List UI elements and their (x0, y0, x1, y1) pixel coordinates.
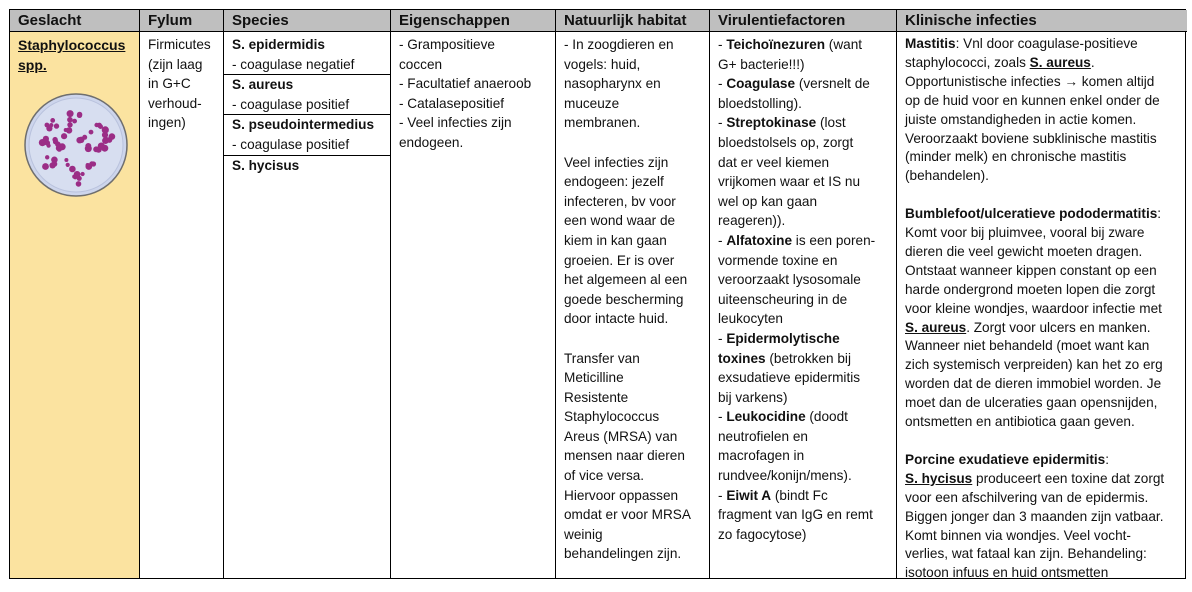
habitat-line: membranen. (564, 115, 641, 131)
clinical-line: isotoon infuus en huid ontsmetten (905, 565, 1109, 581)
colony-dot (67, 117, 73, 123)
column-eigenschappen (391, 10, 556, 578)
habitat-line: een wond waar de (564, 213, 676, 229)
header-eigenschappen: Eigenschappen (391, 10, 555, 32)
staphylococcus-table (9, 9, 1186, 579)
clinical-line: Wanneer niet behandeld (moet want kan (905, 338, 1150, 354)
header-fylum: Fylum (140, 10, 223, 32)
virulence-line: zo fagocytose) (718, 526, 807, 542)
virulence-line: bloedstolling). (718, 95, 802, 111)
species-note: - coagulase negatief (224, 55, 390, 76)
property-line: - Facultatief anaeroob (399, 76, 532, 92)
virulence-line: macrofagen in (718, 448, 805, 464)
header-geslacht: Geslacht (10, 10, 139, 32)
virulence-line: veroorzaakt lysosomale (718, 272, 861, 288)
colony-dot (49, 162, 55, 168)
habitat-line: Areus (MRSA) van (564, 428, 678, 444)
habitat-line: het algemeen al een (564, 272, 688, 288)
habitat-line: groeien. Er is over (564, 252, 675, 268)
property-line: - Grampositieve (399, 37, 495, 52)
species-note: - coagulase positief (224, 95, 390, 116)
colony-dot (45, 155, 49, 159)
virulence-line: leukocyten (718, 311, 783, 327)
clinical-line: op de huid voor en kunnen enkel onder de (905, 92, 1160, 108)
species-name: S. epidermidis (232, 37, 325, 52)
virulence-line: - Leukocidine (doodt (718, 409, 848, 425)
colony-dot (74, 171, 81, 178)
clinical-line: voor een afschilvering van de epidermis. (905, 489, 1149, 505)
clinical-line: moet dan de ulceraties gaan opensnijden, (905, 395, 1158, 411)
clinical-line: worden dat de dieren immobiel worden. Je (905, 376, 1162, 392)
clinical-line: Bumblefoot/ulceratieve pododermatitis: (905, 206, 1162, 222)
habitat-line: Veel infecties zijn (564, 154, 669, 170)
petri-dish-illustration (22, 91, 133, 205)
colony-dot (98, 143, 105, 150)
clinical-line: voor kleine wondjes, waardoor infectie met (905, 300, 1162, 316)
virulence-line: - Teichoïnezuren (want (718, 37, 863, 52)
column-fylum (140, 10, 224, 578)
colony-dot (89, 130, 94, 135)
clinical-line: ontsmetten en antibiotica gaan geven. (905, 414, 1135, 430)
habitat-line: goede bescherming (564, 291, 684, 307)
habitat-line: of vice versa. (564, 468, 645, 484)
virulence-line: wel op kan gaan (718, 193, 818, 209)
virulence-line: bloedstolsels op, zorgt (718, 134, 854, 150)
colony-dot (50, 118, 55, 123)
property-line: - Catalasepositief (399, 95, 505, 111)
fylum-line: verhoud- (148, 95, 202, 111)
genus-name: Staphylococcus spp. (18, 37, 126, 73)
column-clinical (897, 10, 1187, 581)
virulence-line: - Alfatoxine is een poren- (718, 232, 876, 248)
habitat-line: omdat er voor MRSA (564, 507, 691, 523)
clinical-line: Komt binnen via wondjes. Veel vocht- (905, 527, 1131, 543)
property-line: endogeen. (399, 134, 464, 150)
virulence-line: rundvee/konijn/mens). (718, 468, 852, 484)
clinical-line: Komt voor bij pluimvee, vooral bij zware (905, 225, 1145, 241)
colony-dot (109, 133, 116, 140)
species-note: - coagulase positief (224, 135, 390, 156)
virulence-line: neutrofielen en (718, 428, 808, 444)
habitat-line: muceuze (564, 95, 620, 111)
clinical-line: Veroorzaakt boviene subklinische mastitis (905, 130, 1157, 146)
clinical-line: verlies, wat fataal kan zijn. Behandeling: (905, 546, 1147, 562)
virulence-line: toxines (betrokken bij (718, 350, 851, 366)
colony-dot (42, 163, 49, 170)
clinical-line: dieren die veel gewicht moeten dragen. (905, 243, 1143, 259)
virulence-line: dat er veel kiemen (718, 154, 830, 170)
clinical-line: Opportunistische infecties → komen altijd (905, 73, 1155, 89)
header-clinical: Klinische infecties (897, 10, 1187, 32)
colony-dot (76, 181, 82, 187)
colony-dot (91, 161, 96, 166)
header-species: Species (224, 10, 390, 32)
clinical-line: staphylococci, zoals S. aureus. (905, 54, 1095, 70)
habitat-line: Resistente (564, 389, 629, 405)
colony-dot (66, 163, 70, 167)
virulence-line: uiteenscheuring in de (718, 291, 848, 307)
fylum-line: ingen) (148, 115, 186, 131)
habitat-line: Staphylococcus (564, 409, 660, 425)
habitat-line: nasopharynx en (564, 76, 661, 92)
habitat-line: behandelingen zijn. (564, 546, 682, 562)
colony-dot (55, 142, 61, 148)
fylum-line: Firmicutes (148, 37, 211, 52)
habitat-line: weinig (564, 526, 603, 542)
column-virulence (710, 10, 897, 578)
colony-dot (86, 163, 90, 167)
virulence-line: - Eiwit A (bindt Fc (718, 487, 828, 503)
clinical-line: (behandelen). (905, 168, 989, 184)
column-species (224, 10, 391, 578)
habitat-line: endogeen: jezelf (564, 174, 664, 190)
virulence-line: bij varkens) (718, 389, 788, 405)
virulence-line: G+ bacterie!!!) (718, 56, 805, 72)
virulence-line: fragment van IgG en remt (718, 507, 873, 523)
clinical-line: S. hycisus produceert een toxine dat zorgt (905, 470, 1165, 486)
virulence-line: vormende toxine en (718, 252, 838, 268)
colony-dot (51, 157, 58, 164)
column-geslacht (10, 10, 140, 578)
colony-dot (82, 135, 87, 140)
colony-dot (72, 119, 77, 124)
colony-dot (102, 126, 109, 133)
colony-dot (54, 123, 59, 128)
colony-dot (61, 133, 67, 139)
property-line: coccen (399, 56, 443, 72)
clinical-line: zich systemisch verpreiden) kan het zo erg (905, 357, 1163, 373)
species-name: S. aureus (232, 77, 294, 93)
habitat-line: kiem in kan gaan (564, 232, 667, 248)
clinical-line: juiste omstandigheden in actie komen. (905, 111, 1137, 127)
colony-dot (64, 158, 68, 162)
habitat-line: Transfer van (564, 350, 640, 366)
header-habitat: Natuurlijk habitat (556, 10, 709, 32)
virulence-line: reageren)). (718, 213, 786, 229)
habitat-line: door intacte huid. (564, 311, 669, 327)
habitat-line: - In zoogdieren en (564, 37, 674, 52)
property-line: - Veel infecties zijn (399, 115, 512, 131)
colony-dot (47, 144, 51, 148)
colony-dot (67, 122, 72, 127)
column-habitat (556, 10, 710, 578)
colony-dot (76, 137, 82, 143)
virulence-line: - Coagulase (versnelt de (718, 76, 870, 92)
header-virulence: Virulentiefactoren (710, 10, 896, 32)
colony-dot (43, 136, 49, 142)
clinical-line: Ontstaat wanneer kippen constant op een (905, 262, 1157, 278)
fylum-line: in G+C (148, 76, 191, 92)
virulence-line: - Epidermolytische (718, 330, 840, 346)
habitat-line: Hiervoor oppassen (564, 487, 679, 503)
colony-dot (45, 123, 50, 128)
clinical-line: (minder melk) en chronische mastitis (905, 149, 1127, 165)
virulence-line: exsudatieve epidermitis (718, 370, 861, 386)
virulence-line: - Streptokinase (lost (718, 115, 846, 131)
species-name: S. hycisus (232, 157, 300, 173)
colony-dot (77, 113, 82, 118)
clinical-line: Porcine exudatieve epidermitis: (905, 451, 1109, 467)
habitat-line: infecteren, bv voor (564, 193, 676, 209)
colony-dot (81, 172, 85, 176)
species-name: S. pseudointermedius (232, 117, 375, 133)
colony-dot (69, 166, 76, 173)
colony-dot (67, 110, 74, 117)
habitat-line: vogels: huid, (564, 56, 641, 72)
clinical-line: S. aureus. Zorgt voor ulcers en manken. (905, 319, 1151, 335)
habitat-line: mensen naar dieren (564, 448, 685, 464)
clinical-line: Biggen jonger dan 3 maanden zijn vatbaar. (905, 508, 1164, 524)
clinical-line: harde ondergrond moeten lopen die zorgt (905, 281, 1156, 297)
virulence-line: vrijkomen waar et IS nu (718, 174, 861, 190)
clinical-line: Mastitis: Vnl door coagulase-positieve (905, 36, 1138, 51)
fylum-line: (zijn laag (148, 56, 203, 72)
colony-dot (52, 137, 57, 142)
colony-dot (57, 146, 62, 151)
habitat-line: Meticilline (564, 370, 624, 386)
colony-dot (66, 127, 72, 133)
colony-dot (85, 143, 91, 149)
